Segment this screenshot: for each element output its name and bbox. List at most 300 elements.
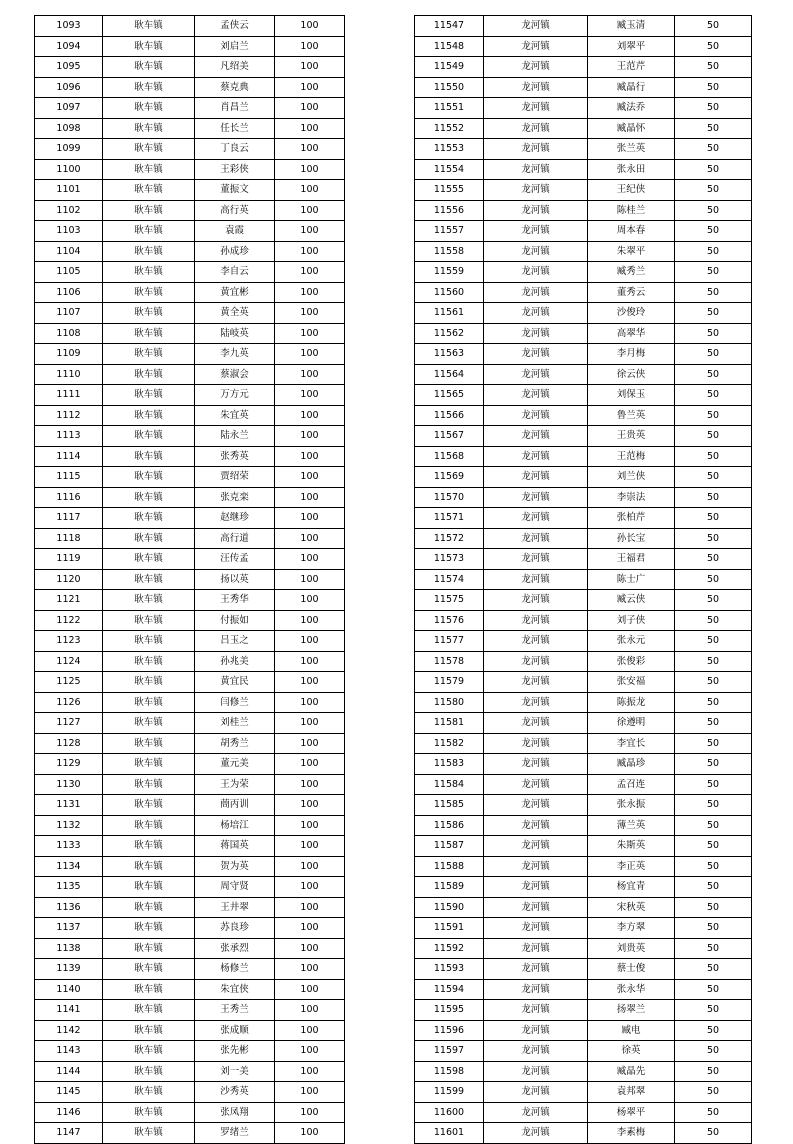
table-row xyxy=(35,467,345,488)
name-cell: 李九英 xyxy=(195,344,275,365)
name-cell: 臧晶珍 xyxy=(588,754,675,775)
right-roster-body xyxy=(415,16,752,1144)
row-number-cell: 11548 xyxy=(415,36,484,57)
left-roster-body xyxy=(35,16,345,1144)
row-number-cell: 1112 xyxy=(35,405,103,426)
row-number-cell: 1121 xyxy=(35,590,103,611)
row-number-cell: 11551 xyxy=(415,98,484,119)
town-cell: 耿车镇 xyxy=(103,590,195,611)
table-row xyxy=(35,1020,345,1041)
name-cell: 高翠华 xyxy=(588,323,675,344)
name-cell: 罗绪兰 xyxy=(195,1123,275,1144)
table-row xyxy=(415,16,752,37)
town-cell: 龙河镇 xyxy=(484,262,588,283)
row-number-cell: 11599 xyxy=(415,1082,484,1103)
town-cell: 龙河镇 xyxy=(484,344,588,365)
table-row xyxy=(35,897,345,918)
amount-cell: 100 xyxy=(275,733,345,754)
row-number-cell: 11601 xyxy=(415,1123,484,1144)
table-row xyxy=(35,139,345,160)
amount-cell: 50 xyxy=(675,364,752,385)
amount-cell: 100 xyxy=(275,57,345,78)
town-cell: 龙河镇 xyxy=(484,1123,588,1144)
town-cell: 龙河镇 xyxy=(484,221,588,242)
town-cell: 龙河镇 xyxy=(484,405,588,426)
row-number-cell: 11586 xyxy=(415,815,484,836)
row-number-cell: 1101 xyxy=(35,180,103,201)
row-number-cell: 11576 xyxy=(415,610,484,631)
amount-cell: 50 xyxy=(675,98,752,119)
amount-cell: 50 xyxy=(675,487,752,508)
amount-cell: 50 xyxy=(675,610,752,631)
town-cell: 龙河镇 xyxy=(484,836,588,857)
table-row xyxy=(35,836,345,857)
table-row xyxy=(35,446,345,467)
amount-cell: 100 xyxy=(275,200,345,221)
table-row xyxy=(35,282,345,303)
row-number-cell: 11581 xyxy=(415,713,484,734)
row-number-cell: 1094 xyxy=(35,36,103,57)
name-cell: 臧玉清 xyxy=(588,16,675,37)
table-row xyxy=(35,1082,345,1103)
town-cell: 龙河镇 xyxy=(484,918,588,939)
amount-cell: 50 xyxy=(675,1061,752,1082)
row-number-cell: 1140 xyxy=(35,979,103,1000)
table-row xyxy=(35,1123,345,1144)
town-cell: 耿车镇 xyxy=(103,754,195,775)
table-row xyxy=(35,180,345,201)
table-row xyxy=(35,385,345,406)
table-row xyxy=(415,262,752,283)
town-cell: 龙河镇 xyxy=(484,118,588,139)
town-cell: 龙河镇 xyxy=(484,446,588,467)
amount-cell: 100 xyxy=(275,1020,345,1041)
table-row xyxy=(35,262,345,283)
row-number-cell: 11555 xyxy=(415,180,484,201)
name-cell: 刘启兰 xyxy=(195,36,275,57)
name-cell: 张俊彩 xyxy=(588,651,675,672)
name-cell: 王为荣 xyxy=(195,774,275,795)
amount-cell: 50 xyxy=(675,897,752,918)
table-row xyxy=(415,364,752,385)
amount-cell: 100 xyxy=(275,959,345,980)
table-row xyxy=(415,795,752,816)
town-cell: 龙河镇 xyxy=(484,672,588,693)
town-cell: 耿车镇 xyxy=(103,77,195,98)
name-cell: 臧晶先 xyxy=(588,1061,675,1082)
row-number-cell: 11559 xyxy=(415,262,484,283)
table-row xyxy=(415,303,752,324)
town-cell: 龙河镇 xyxy=(484,979,588,1000)
town-cell: 耿车镇 xyxy=(103,856,195,877)
row-number-cell: 1113 xyxy=(35,426,103,447)
town-cell: 龙河镇 xyxy=(484,1041,588,1062)
town-cell: 龙河镇 xyxy=(484,754,588,775)
table-row xyxy=(35,569,345,590)
amount-cell: 50 xyxy=(675,569,752,590)
name-cell: 董秀云 xyxy=(588,282,675,303)
town-cell: 耿车镇 xyxy=(103,323,195,344)
amount-cell: 100 xyxy=(275,36,345,57)
amount-cell: 50 xyxy=(675,200,752,221)
table-row xyxy=(415,57,752,78)
name-cell: 扬以英 xyxy=(195,569,275,590)
amount-cell: 50 xyxy=(675,918,752,939)
amount-cell: 100 xyxy=(275,1061,345,1082)
amount-cell: 50 xyxy=(675,323,752,344)
town-cell: 龙河镇 xyxy=(484,98,588,119)
town-cell: 耿车镇 xyxy=(103,487,195,508)
name-cell: 臧秀兰 xyxy=(588,262,675,283)
name-cell: 朱宜英 xyxy=(195,405,275,426)
row-number-cell: 11573 xyxy=(415,549,484,570)
amount-cell: 50 xyxy=(675,959,752,980)
right-roster-table xyxy=(414,15,752,1144)
amount-cell: 100 xyxy=(275,590,345,611)
town-cell: 耿车镇 xyxy=(103,241,195,262)
row-number-cell: 11598 xyxy=(415,1061,484,1082)
town-cell: 耿车镇 xyxy=(103,446,195,467)
row-number-cell: 11579 xyxy=(415,672,484,693)
name-cell: 张兰英 xyxy=(588,139,675,160)
amount-cell: 50 xyxy=(675,1082,752,1103)
name-cell: 臧云侠 xyxy=(588,590,675,611)
amount-cell: 100 xyxy=(275,979,345,1000)
row-number-cell: 1102 xyxy=(35,200,103,221)
table-row xyxy=(35,631,345,652)
amount-cell: 50 xyxy=(675,1041,752,1062)
amount-cell: 50 xyxy=(675,795,752,816)
table-row xyxy=(35,692,345,713)
row-number-cell: 11592 xyxy=(415,938,484,959)
name-cell: 宋秋英 xyxy=(588,897,675,918)
table-row xyxy=(35,77,345,98)
town-cell: 龙河镇 xyxy=(484,1061,588,1082)
town-cell: 龙河镇 xyxy=(484,180,588,201)
table-row xyxy=(415,446,752,467)
table-row xyxy=(35,344,345,365)
amount-cell: 100 xyxy=(275,692,345,713)
table-row xyxy=(35,221,345,242)
name-cell: 张承烈 xyxy=(195,938,275,959)
table-row xyxy=(415,405,752,426)
town-cell: 耿车镇 xyxy=(103,528,195,549)
amount-cell: 50 xyxy=(675,446,752,467)
town-cell: 龙河镇 xyxy=(484,856,588,877)
name-cell: 袁霞 xyxy=(195,221,275,242)
amount-cell: 100 xyxy=(275,1102,345,1123)
row-number-cell: 1096 xyxy=(35,77,103,98)
town-cell: 耿车镇 xyxy=(103,159,195,180)
name-cell: 陈振龙 xyxy=(588,692,675,713)
table-row xyxy=(35,528,345,549)
amount-cell: 50 xyxy=(675,467,752,488)
table-row xyxy=(415,938,752,959)
row-number-cell: 1139 xyxy=(35,959,103,980)
town-cell: 龙河镇 xyxy=(484,159,588,180)
table-row xyxy=(415,713,752,734)
town-cell: 龙河镇 xyxy=(484,139,588,160)
row-number-cell: 11567 xyxy=(415,426,484,447)
name-cell: 孟侠云 xyxy=(195,16,275,37)
row-number-cell: 11547 xyxy=(415,16,484,37)
name-cell: 孙兆美 xyxy=(195,651,275,672)
name-cell: 张先彬 xyxy=(195,1041,275,1062)
table-row xyxy=(415,651,752,672)
amount-cell: 50 xyxy=(675,344,752,365)
name-cell: 孙长宝 xyxy=(588,528,675,549)
name-cell: 董元美 xyxy=(195,754,275,775)
amount-cell: 100 xyxy=(275,221,345,242)
row-number-cell: 11571 xyxy=(415,508,484,529)
amount-cell: 50 xyxy=(675,221,752,242)
table-row xyxy=(35,303,345,324)
name-cell: 张秀英 xyxy=(195,446,275,467)
row-number-cell: 11565 xyxy=(415,385,484,406)
town-cell: 耿车镇 xyxy=(103,1102,195,1123)
town-cell: 龙河镇 xyxy=(484,282,588,303)
name-cell: 王彩侠 xyxy=(195,159,275,180)
town-cell: 耿车镇 xyxy=(103,282,195,303)
table-row xyxy=(35,733,345,754)
amount-cell: 50 xyxy=(675,16,752,37)
table-row xyxy=(415,959,752,980)
town-cell: 耿车镇 xyxy=(103,303,195,324)
row-number-cell: 11549 xyxy=(415,57,484,78)
name-cell: 张柏芹 xyxy=(588,508,675,529)
amount-cell: 100 xyxy=(275,241,345,262)
table-row xyxy=(415,733,752,754)
amount-cell: 100 xyxy=(275,754,345,775)
row-number-cell: 11584 xyxy=(415,774,484,795)
name-cell: 刘兰侠 xyxy=(588,467,675,488)
row-number-cell: 1106 xyxy=(35,282,103,303)
table-row xyxy=(415,1061,752,1082)
town-cell: 耿车镇 xyxy=(103,713,195,734)
name-cell: 蒋国英 xyxy=(195,836,275,857)
table-row xyxy=(35,1000,345,1021)
town-cell: 耿车镇 xyxy=(103,344,195,365)
row-number-cell: 1128 xyxy=(35,733,103,754)
town-cell: 龙河镇 xyxy=(484,487,588,508)
row-number-cell: 1144 xyxy=(35,1061,103,1082)
name-cell: 李宜长 xyxy=(588,733,675,754)
town-cell: 耿车镇 xyxy=(103,426,195,447)
name-cell: 王秀兰 xyxy=(195,1000,275,1021)
town-cell: 龙河镇 xyxy=(484,16,588,37)
amount-cell: 100 xyxy=(275,938,345,959)
town-cell: 耿车镇 xyxy=(103,897,195,918)
amount-cell: 50 xyxy=(675,590,752,611)
amount-cell: 100 xyxy=(275,1041,345,1062)
amount-cell: 100 xyxy=(275,303,345,324)
table-row xyxy=(415,467,752,488)
table-row xyxy=(415,774,752,795)
table-row xyxy=(415,754,752,775)
row-number-cell: 11554 xyxy=(415,159,484,180)
table-row xyxy=(35,323,345,344)
row-number-cell: 11550 xyxy=(415,77,484,98)
name-cell: 苏良珍 xyxy=(195,918,275,939)
table-row xyxy=(35,815,345,836)
name-cell: 李素梅 xyxy=(588,1123,675,1144)
table-row xyxy=(415,815,752,836)
name-cell: 蔡淑会 xyxy=(195,364,275,385)
amount-cell: 50 xyxy=(675,672,752,693)
town-cell: 耿车镇 xyxy=(103,877,195,898)
row-number-cell: 1146 xyxy=(35,1102,103,1123)
town-cell: 耿车镇 xyxy=(103,774,195,795)
row-number-cell: 11600 xyxy=(415,1102,484,1123)
name-cell: 高行英 xyxy=(195,200,275,221)
name-cell: 李正英 xyxy=(588,856,675,877)
amount-cell: 100 xyxy=(275,713,345,734)
name-cell: 王福君 xyxy=(588,549,675,570)
table-row xyxy=(415,856,752,877)
amount-cell: 100 xyxy=(275,118,345,139)
name-cell: 徐遵明 xyxy=(588,713,675,734)
name-cell: 闫修兰 xyxy=(195,692,275,713)
town-cell: 龙河镇 xyxy=(484,1020,588,1041)
row-number-cell: 11578 xyxy=(415,651,484,672)
name-cell: 周守贤 xyxy=(195,877,275,898)
amount-cell: 50 xyxy=(675,836,752,857)
table-row xyxy=(35,549,345,570)
town-cell: 耿车镇 xyxy=(103,733,195,754)
name-cell: 张安福 xyxy=(588,672,675,693)
town-cell: 耿车镇 xyxy=(103,979,195,1000)
town-cell: 耿车镇 xyxy=(103,631,195,652)
table-row xyxy=(35,979,345,1000)
table-row xyxy=(35,959,345,980)
row-number-cell: 11589 xyxy=(415,877,484,898)
name-cell: 朱斯英 xyxy=(588,836,675,857)
town-cell: 耿车镇 xyxy=(103,672,195,693)
row-number-cell: 1134 xyxy=(35,856,103,877)
name-cell: 陈桂兰 xyxy=(588,200,675,221)
table-row xyxy=(35,590,345,611)
amount-cell: 50 xyxy=(675,733,752,754)
name-cell: 黄宜彬 xyxy=(195,282,275,303)
table-row xyxy=(35,405,345,426)
row-number-cell: 1142 xyxy=(35,1020,103,1041)
row-number-cell: 1132 xyxy=(35,815,103,836)
row-number-cell: 1136 xyxy=(35,897,103,918)
town-cell: 龙河镇 xyxy=(484,713,588,734)
row-number-cell: 1122 xyxy=(35,610,103,631)
table-row xyxy=(415,200,752,221)
amount-cell: 50 xyxy=(675,1102,752,1123)
amount-cell: 100 xyxy=(275,549,345,570)
name-cell: 张永田 xyxy=(588,159,675,180)
town-cell: 耿车镇 xyxy=(103,1123,195,1144)
town-cell: 耿车镇 xyxy=(103,1000,195,1021)
row-number-cell: 1124 xyxy=(35,651,103,672)
name-cell: 张成顺 xyxy=(195,1020,275,1041)
table-row xyxy=(35,795,345,816)
table-row xyxy=(35,877,345,898)
name-cell: 陆岐英 xyxy=(195,323,275,344)
amount-cell: 50 xyxy=(675,1123,752,1144)
row-number-cell: 11553 xyxy=(415,139,484,160)
amount-cell: 100 xyxy=(275,344,345,365)
row-number-cell: 1114 xyxy=(35,446,103,467)
town-cell: 龙河镇 xyxy=(484,938,588,959)
table-row xyxy=(415,180,752,201)
amount-cell: 100 xyxy=(275,856,345,877)
name-cell: 臧法乔 xyxy=(588,98,675,119)
town-cell: 龙河镇 xyxy=(484,1102,588,1123)
row-number-cell: 11596 xyxy=(415,1020,484,1041)
amount-cell: 100 xyxy=(275,1082,345,1103)
name-cell: 沙俊玲 xyxy=(588,303,675,324)
table-row xyxy=(415,1102,752,1123)
name-cell: 张永元 xyxy=(588,631,675,652)
amount-cell: 50 xyxy=(675,385,752,406)
row-number-cell: 1126 xyxy=(35,692,103,713)
amount-cell: 50 xyxy=(675,979,752,1000)
table-row xyxy=(415,979,752,1000)
table-row xyxy=(415,590,752,611)
name-cell: 徐云侠 xyxy=(588,364,675,385)
amount-cell: 50 xyxy=(675,36,752,57)
table-row xyxy=(415,631,752,652)
row-number-cell: 11563 xyxy=(415,344,484,365)
amount-cell: 50 xyxy=(675,405,752,426)
table-row xyxy=(35,36,345,57)
row-number-cell: 11580 xyxy=(415,692,484,713)
amount-cell: 100 xyxy=(275,508,345,529)
town-cell: 龙河镇 xyxy=(484,57,588,78)
row-number-cell: 1130 xyxy=(35,774,103,795)
name-cell: 杨宜青 xyxy=(588,877,675,898)
town-cell: 耿车镇 xyxy=(103,610,195,631)
name-cell: 蔡克典 xyxy=(195,77,275,98)
town-cell: 龙河镇 xyxy=(484,959,588,980)
name-cell: 黄全英 xyxy=(195,303,275,324)
amount-cell: 50 xyxy=(675,528,752,549)
row-number-cell: 1133 xyxy=(35,836,103,857)
amount-cell: 100 xyxy=(275,897,345,918)
name-cell: 周本春 xyxy=(588,221,675,242)
amount-cell: 50 xyxy=(675,651,752,672)
row-number-cell: 1125 xyxy=(35,672,103,693)
table-row xyxy=(35,651,345,672)
row-number-cell: 11587 xyxy=(415,836,484,857)
row-number-cell: 1108 xyxy=(35,323,103,344)
row-number-cell: 11583 xyxy=(415,754,484,775)
town-cell: 耿车镇 xyxy=(103,918,195,939)
row-number-cell: 1103 xyxy=(35,221,103,242)
town-cell: 耿车镇 xyxy=(103,57,195,78)
table-row xyxy=(415,672,752,693)
row-number-cell: 11572 xyxy=(415,528,484,549)
table-row xyxy=(415,918,752,939)
row-number-cell: 11556 xyxy=(415,200,484,221)
name-cell: 孙成珍 xyxy=(195,241,275,262)
name-cell: 肖昌兰 xyxy=(195,98,275,119)
town-cell: 龙河镇 xyxy=(484,549,588,570)
table-row xyxy=(415,426,752,447)
row-number-cell: 1115 xyxy=(35,467,103,488)
row-number-cell: 1129 xyxy=(35,754,103,775)
amount-cell: 100 xyxy=(275,836,345,857)
name-cell: 万方元 xyxy=(195,385,275,406)
amount-cell: 100 xyxy=(275,282,345,303)
name-cell: 袁邦翠 xyxy=(588,1082,675,1103)
amount-cell: 50 xyxy=(675,303,752,324)
town-cell: 耿车镇 xyxy=(103,836,195,857)
